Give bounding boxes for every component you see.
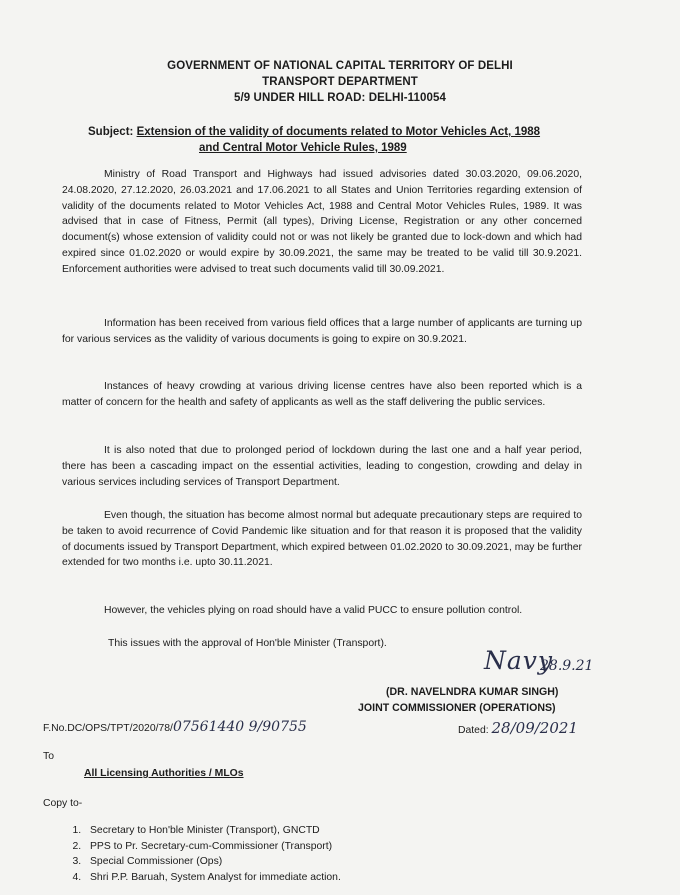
to-label: To [43,751,54,762]
header-address: 5/9 UNDER HILL ROAD: DELHI-110054 [233,92,447,104]
paragraph-2: Information has been received from various field offices that a large number of applicants are turning up for various services as the validity of various documents is going to expire on 30.9.2021. [62,318,582,345]
subject-text-2: and Central Motor Vehicle Rules, 1989 [199,142,407,154]
dated-handwritten: 28/09/2021 [491,719,578,737]
paragraph-4: It is also noted that due to prolonged period of lockdown during the last one and a half year period, there has been a cascading impact on the essential activities, leading to congestion, crowding and delay in various services including services of Transport Department. [62,445,582,488]
addressee: All Licensing Authorities / MLOs [84,768,244,779]
copy-to-list [62,823,341,885]
copy-to-label: Copy to- [43,798,83,809]
handwritten-sign-date: 28.9.21 [540,658,594,674]
list-item: 1. Secretary to Hon'ble Minister (Transport), GNCTD [84,823,341,839]
file-number [43,719,307,735]
signatory-name: (DR. NAVELNDRA KUMAR SINGH) [386,686,559,698]
list-item: 3. Special Commissioner (Ops) [84,854,341,870]
subject-text-1: Extension of the validity of documents related to Motor Vehicles Act, 1988 [136,126,541,138]
signatory-designation: JOINT COMMISSIONER (OPERATIONS) [358,702,556,714]
approval-line: This issues with the approval of Hon'ble Minister (Transport). [108,638,387,649]
handwritten-signature: Navy [484,646,554,675]
paragraph-1: Ministry of Road Transport and Highways had issued advisories dated 30.03.2020, 09.06.2020, 24.08.2020, 27.12.2020, 26.03.2021 and 17.06.2021 to all States and Union Territories regarding extension of validity of the documents related to Motor Vehicles Act, 1988 and Central Motor Vehicles Rules, 1989. It was advised that in case of Fitness, Permit (all types), Driving License, Registration or any other concerned document(s) whose extension of validity could not or was not likely be granted due to lock-down and which had expired since 01.02.2020 or would expire by 30.09.2021, the same may be treated to be valid till 30.9.2021. Enforcement authorities were advised to treat such documents valid till 30.09.2021. [62,169,582,275]
paragraph-6: However, the vehicles plying on road should have a valid PUCC to ensure pollution control. [104,605,523,616]
list-item: 2. PPS to Pr. Secretary-cum-Commissioner (Transport) [84,839,341,855]
subject-line-1 [88,126,540,138]
header-department: TRANSPORT DEPARTMENT [262,76,418,88]
file-number-label: F.No.DC/OPS/TPT/2020/78/ [43,723,173,734]
list-item: 4. Shri P.P. Baruah, System Analyst for immediate action. [84,870,341,886]
subject-label: Subject: [88,126,134,138]
paragraph-3: Instances of heavy crowding at various driving license centres have also been reported which is a matter of concern for the health and safety of applicants as well as the staff delivering the public services. [62,381,582,408]
dated-line [458,719,578,737]
paragraph-5: Even though, the situation has become almost normal but adequate precautionary steps are required to be taken to avoid recurrence of Covid Pandemic like situation and for that reason it is proposed that the validity of documents issued by Transport Department, which expired between 01.02.2020 to 30.09.2021, may be further extended for two months i.e. upto 30.11.2021. [62,510,582,569]
subject-line-2 [199,142,407,154]
dated-label: Dated: [458,725,489,736]
file-number-handwritten: 07561440 9/90755 [172,719,307,735]
header-govt: GOVERNMENT OF NATIONAL CAPITAL TERRITORY OF DELHI [167,60,513,72]
